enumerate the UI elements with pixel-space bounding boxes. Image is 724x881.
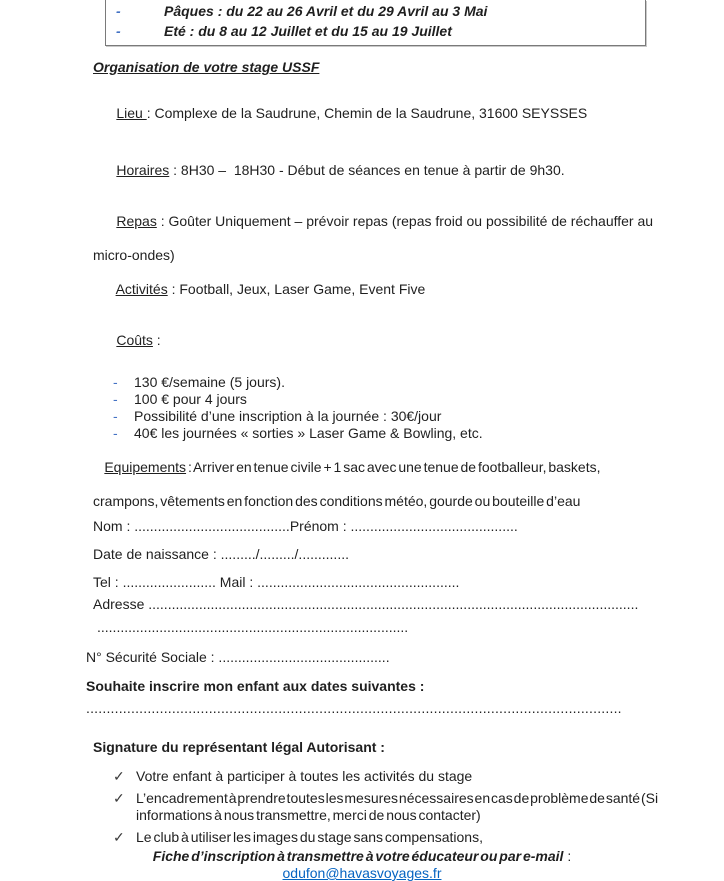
checklist-item [113, 790, 724, 824]
dates-item-text: Pâques : du 22 au 26 Avril et du 29 Avril au 3 Mai [164, 3, 488, 19]
cost-item [113, 408, 724, 425]
name-field-line: Nom : ........................................Prénom : ........................................... [93, 518, 518, 534]
cost-item [113, 391, 724, 408]
activites-line [93, 264, 724, 315]
address-field-line-2: ................................................................................ [97, 619, 409, 635]
check-icon: ✓ [113, 829, 125, 845]
address-field-line-1: Adresse .............................................................................................................................. [93, 596, 639, 612]
form-body [0, 59, 724, 846]
dash-bullet: - [113, 408, 118, 424]
equipements-line [93, 442, 724, 493]
dates-item-text: Eté : du 8 au 12 Juillet et du 15 au 19 Juillet [164, 23, 452, 39]
dash-bullet: - [113, 425, 118, 441]
enroll-dates-field-line: ................................................................................................................................... [86, 700, 622, 716]
checklist-item-text: Votre enfant à participer à toutes les activités du stage [136, 768, 473, 784]
submission-note-text [0, 848, 724, 864]
cost-item-text: Possibilité d’une inscription à la journée : 30€/jour [134, 408, 442, 424]
social-security-field-line: N° Sécurité Sociale : ............................................ [86, 649, 390, 665]
equipements-line-2: crampons, vêtements en fonction des conditions météo, gourde ou bouteille d’eau [93, 493, 581, 509]
equipements-value: : Arriver en tenue civile + 1 sac avec une tenue de footballeur, baskets, [186, 459, 601, 475]
dash-bullet: - [116, 23, 121, 39]
lieu-value: : Complexe de la Saudrune, Chemin de la Saudrune, 31600 SEYSSES [146, 105, 588, 121]
equipements-label: Equipements [104, 459, 187, 475]
couts-label: Coûts [116, 332, 153, 348]
note-colon: : [563, 848, 572, 864]
cost-item-text: 100 € pour 4 jours [134, 391, 247, 407]
couts-value: : [152, 332, 161, 348]
cost-item-text: 40€ les journées « sorties » Laser Game & Bowling, etc. [134, 425, 483, 441]
horaires-value: : 8H30 – 18H30 - Début de séances en tenue à partir de 9h30. [169, 162, 565, 178]
birthdate-field-line: Date de naissance : ........./........./............. [93, 546, 349, 562]
cost-item [113, 425, 724, 442]
checklist-item-text: L’encadrement à prendre toutes les mesures nécessaires en cas de problème de santé (Si informations à nous transmettre, merci de nous contacter) [136, 790, 659, 823]
dash-bullet: - [113, 374, 118, 390]
repas-line-2: micro-ondes) [93, 247, 175, 263]
repas-line [93, 196, 724, 247]
lieu-label: Lieu [116, 105, 147, 121]
check-icon: ✓ [113, 768, 125, 784]
activites-label: Activités [115, 281, 168, 297]
section-title-organisation: Organisation de votre stage USSF [93, 59, 320, 75]
cost-list [93, 374, 724, 442]
cost-item [113, 374, 724, 391]
horaires-label: Horaires [116, 162, 170, 178]
submission-note [0, 848, 724, 881]
horaires-line [93, 145, 724, 196]
activites-value: : Football, Jeux, Laser Game, Event Five [167, 281, 426, 297]
repas-value: : Goûter Uniquement – prévoir repas (repas froid ou possibilité de réchauffer au [156, 213, 654, 229]
couts-line [93, 315, 724, 366]
enroll-dates-heading: Souhaite inscrire mon enfant aux dates suivantes : [86, 678, 425, 694]
email-line [0, 865, 724, 881]
authorization-checklist [93, 768, 724, 846]
signature-heading: Signature du représentant légal Autorisant : [93, 739, 385, 755]
email-link[interactable]: odufon@havasvoyages.fr [282, 865, 442, 881]
checklist-item [113, 768, 724, 785]
dates-item-paques [116, 1, 645, 21]
dash-bullet: - [113, 391, 118, 407]
dates-item-ete [116, 21, 645, 41]
checklist-item-text: Le club à utiliser les images du stage sans compensations, [136, 829, 483, 845]
dash-bullet: - [116, 3, 121, 19]
tel-mail-field-line: Tel : ........................ Mail : .................................................... [93, 574, 460, 590]
stage-dates-box [105, 0, 646, 46]
lieu-line [93, 88, 724, 139]
checklist-item [113, 829, 724, 846]
cost-item-text: 130 €/semaine (5 jours). [134, 374, 285, 390]
note-main-text: Fiche d’inscription à transmettre à votre éducateur ou par e-mail [152, 848, 564, 864]
repas-label: Repas [116, 213, 157, 229]
check-icon: ✓ [113, 790, 125, 806]
